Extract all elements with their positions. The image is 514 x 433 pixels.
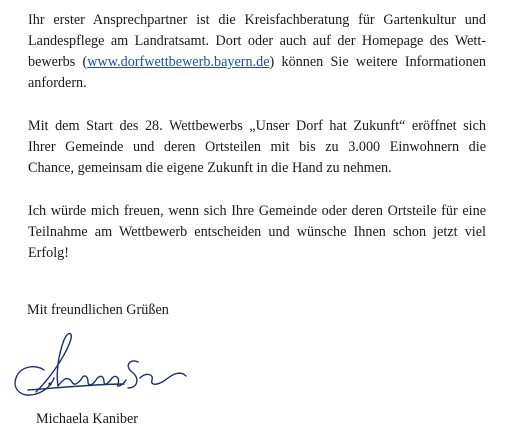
closing-greeting: Mit freundlichen Grüßen <box>27 302 169 318</box>
paragraph-line: Erfolg! <box>28 245 69 261</box>
paragraph-line-with-link <box>28 52 486 73</box>
text-after-link: ) können Sie weitere Informationen <box>269 54 486 70</box>
letter-body <box>28 10 486 286</box>
paragraph-line: Ihrer Gemeinde und deren Ortsteilen mit bis zu 3.000 Einwohnern die <box>28 139 486 155</box>
paragraph-line: Landespflege am Landratsamt. Dort oder auch auf der Homepage des Wett- <box>28 33 486 49</box>
paragraph-line: Ich würde mich freuen, wenn sich Ihre Gemeinde oder deren Ortsteile für eine <box>28 203 486 219</box>
paragraph-line: Mit dem Start des 28. Wettbewerbs „Unser Dorf hat Zukunft“ eröffnet sich <box>28 118 486 134</box>
handwritten-signature <box>6 328 206 408</box>
paragraph-wishes <box>28 201 486 264</box>
text-before-link: bewerbs ( <box>28 54 88 70</box>
paragraph-line: Ihr erster Ansprechpartner ist die Kreisfachberatung für Gartenkultur und <box>28 12 486 28</box>
signer-name: Michaela Kaniber <box>36 411 139 427</box>
paragraph-line: Teilnahme am Wettbewerb entscheiden und wünsche Ihnen schon jetzt viel <box>28 224 486 240</box>
paragraph-contact-info <box>28 10 486 94</box>
paragraph-line: Chance, gemeinsam die eigene Zukunft in die Hand zu nehmen. <box>28 160 392 176</box>
homepage-link[interactable]: www.dorfwettbewerb.bayern.de <box>87 54 270 70</box>
paragraph-line: anfordern. <box>28 75 87 91</box>
paragraph-competition-start <box>28 116 486 179</box>
